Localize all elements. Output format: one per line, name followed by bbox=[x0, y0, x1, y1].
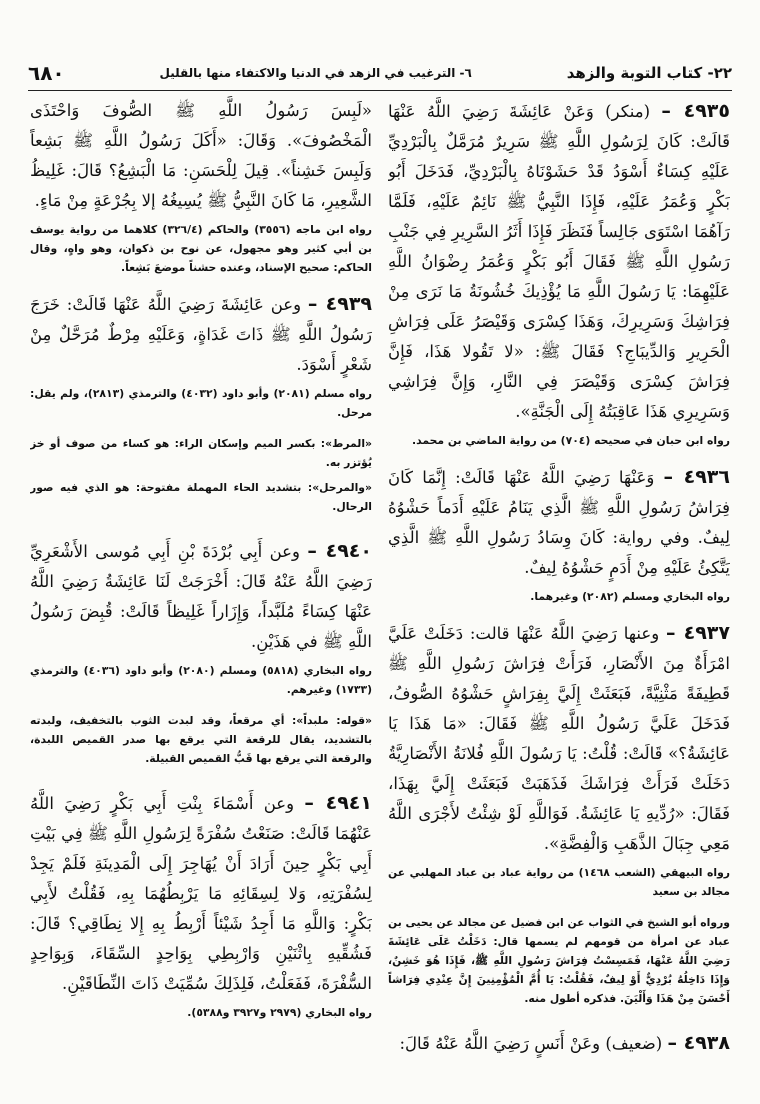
hadith-text: وعن عَائِشَةَ رَضِيَ اللَّهُ عَنْهَا قَالَتْ: خَرَجَ رَسُولُ اللَّهِ ﷺ ذَاتَ غَدَاةٍ، وَعَلَيْهِ مِرْطٌ مُرَحَّلٌ مِنْ شَعْرٍ أَسْوَدَ. bbox=[30, 295, 372, 374]
hadith-4939 bbox=[30, 289, 372, 380]
hadith-number: ٤٩٤٠ – bbox=[307, 540, 372, 562]
hadith-source: رواه البخاري ومسلم (٢٠٨٢) وغيرهما. bbox=[530, 590, 730, 603]
hadith-4935 bbox=[388, 96, 730, 427]
page-number: ٦٨٠ bbox=[28, 61, 65, 85]
hadith-4940 bbox=[30, 536, 372, 657]
hadith-number: ٤٩٣٦ – bbox=[663, 466, 730, 488]
hadith-4938-continued: «لَبِسَ رَسُولُ اللَّهِ ﷺ الصُّوفَ وَاحْتَذَى الْمَخْصُوفَ». وَقَالَ: «أَكَلَ رَسُولُ اللَّهِ ﷺ بَشِعاً وَلَبِسَ خَشِناً». قِيلَ لِلْحَسَنِ: مَا الْبَشِعُ؟ قَالَ: غَلِيظُ الشَّعِيرِ، مَا كَانَ النَّبِيُّ ﷺ يُسِيغُهُ إلا بِجُرْعَةٍ مِنْ مَاءٍ. bbox=[30, 101, 372, 210]
hadith-text: (ضعيف) وعَنْ أَنَسٍ رَضِيَ اللَّهُ عَنْهُ قَالَ: bbox=[399, 1034, 663, 1053]
book-title: ٢٢- كتاب التوبة والزهد bbox=[566, 64, 732, 82]
hadith-4937 bbox=[388, 618, 730, 859]
hadith-source: رواه البخاري (٥٨١٨) ومسلم (٢٠٨٠) وأبو داود (٤٠٣٦) والترمذي (١٧٣٣) وغيرهم. bbox=[30, 664, 372, 696]
hadith-number: ٤٩٣٩ – bbox=[307, 293, 372, 315]
hadith-4941 bbox=[30, 788, 372, 999]
hadith-note: «المرط»: بكسر الميم وإسكان الراء: هو كساء من صوف أو خز يُؤتزر به. bbox=[30, 437, 372, 469]
hadith-text: (منكر) وَعَنْ عَائِشَةَ رَضِيَ اللَّهُ عَنْهَا قَالَتْ: كَانَ لِرَسُولِ اللَّهِ ﷺ سَرِيرٌ مُرَمَّلٌ بِالْبَرْدِيِّ عَلَيْهِ كِسَاءٌ أَسْوَدُ قَدْ حَشَوْنَاهُ بِالْبَرْدِيِّ، فَدَخَلَ أَبُو بَكْرٍ وَعُمَرُ عَلَيْهِ، فَإِذَا النَّبِيُّ ﷺ نَائِمٌ عَلَيْهِ، فَلَمَّا رَآهُمَا اسْتَوَى جَالِساً فَنَظَرَ فَإِذَا أَثَرُ السَّرِيرِ فِي جَنْبِ رَسُولِ اللَّهِ ﷺ فَقَالَ أَبُو بَكْرٍ وَعُمَرُ رِضْوَانُ اللَّهِ عَلَيْهِمَا: يَا رَسُولَ اللَّهِ مَا يُؤْذِيكَ خُشُونَةُ مَا نَرَى مِنْ فِرَاشِكَ وَسَرِيرِكَ، وَهَذَا كِسْرَى وَقَيْصَرُ عَلَى فِرَاشِ الْحَرِيرِ وَالدِّيبَاجِ؟ فَقَالَ ﷺ: «لا تَقُولا هَذَا، فَإِنَّ فِرَاشَ كِسْرَى وَقَيْصَرَ فِي النَّارِ، وَإِنَّ فِرَاشِي وَسَرِيرِي هَذَا عَاقِبَتُهُ إِلَى الْجَنَّةِ». bbox=[388, 102, 730, 421]
hadith-number: ٤٩٣٨ – bbox=[667, 1032, 730, 1054]
hadith-note: «قوله: ملبداً»: أي مرقعاً، وقد لبدت الثوب بالتخفيف، ولبدته بالتشديد، يقال للرقعة التي يرقع بها صدر القميص اللبدة، والرقعة التي يرقع بها قَبُّ القميص القبيلة. bbox=[30, 714, 372, 765]
hadith-text: وَعَنْهَا رَضِيَ اللَّهُ عَنْهَا قَالَتْ: إِنَّمَا كَانَ فِرَاشُ رَسُولِ اللَّهِ ﷺ الَّذِي يَنَامُ عَلَيْهِ أَدَماً حَشْوُهُ لِيفٌ. وفي رواية: كَانَ وِسَادُ رَسُولِ اللَّهِ ﷺ الَّذِي يَتَّكِئُ عَلَيْهِ مِنْ أَدَمٍ حَشْوُهُ لِيفٌ. bbox=[388, 468, 730, 577]
hadith-source: رواه مسلم (٢٠٨١) وأبو داود (٤٠٣٢) والترمذي (٢٨١٣)، ولم يقل: مرحل. bbox=[30, 387, 372, 419]
hadith-note: «والمرحل»: بتشديد الحاء المهملة مفتوحة: هو الذي فيه صور الرحال. bbox=[30, 481, 372, 513]
chapter-title: ٦- الترغيب في الزهد في الدنيا والاكتفاء منها بالقليل bbox=[159, 66, 472, 80]
hadith-source: رواه ابن ماجه (٣٥٥٦) والحاكم (٣٢٦/٤) كلاهما من رواية يوسف بن أبي كثير وهو مجهول، عن نوح بن ذكوان، وهو واهٍ، وقال الحاكم: صحيح الإسناد، وعنده حشناً موضعَ بَشِعاً. bbox=[30, 223, 372, 274]
hadith-number: ٤٩٣٧ – bbox=[665, 622, 730, 644]
hadith-text: وعن أَسْمَاءَ بِنْتِ أَبِي بَكْرٍ رَضِيَ اللَّهُ عَنْهُمَا قَالَتْ: صَنَعْتُ سُفْرَةً لِرَسُولِ اللَّهِ ﷺ فِي بَيْتِ أَبِي بَكْرٍ حِينَ أَرَادَ أَنْ يُهَاجِرَ إِلَى الْمَدِينَةِ فَلَمْ يَجِدْ لِسُفْرَتِهِ، وَلا لِسِقَائِهِ مَا يَرْبِطُهُمَا بِهِ، فَقُلْتُ لأَبِي بَكْرٍ: وَاللَّهِ مَا أَجِدُ شَيْئاً أَرْبِطُ بِهِ إِلا نِطَاقِي؟ قَالَ: فَشُقِّيهِ بِاثْنَيْنِ وَارْبِطِي بِوَاحِدٍ السِّقَاءَ، وَبِوَاحِدٍ السُّفْرَةَ، فَفَعَلْتُ، فَلِذَلِكَ سُمِّيَتْ ذَاتَ النِّطَاقَيْنِ. bbox=[30, 794, 372, 993]
hadith-4938 bbox=[388, 1028, 730, 1059]
hadith-source: رواه ابن حبان في صحيحه (٧٠٤) من رواية الماضي بن محمد. bbox=[412, 434, 730, 447]
hadith-text: وعنها رَضِيَ اللَّهُ عَنْهَا قالت: دَخَلَتْ عَلَيَّ امْرَأَةٌ مِنَ الأَنْصَارِ، فَرَأَتْ فِرَاشَ رَسُولِ اللَّهِ ﷺ قَطِيفَةً مَثْنِيَّةً، فَبَعَثَتْ إِلَيَّ بِفِرَاشٍ حَشْوُهُ الصُّوفُ، فَدَخَلَ عَلَيَّ رَسُولُ اللَّهِ ﷺ فَقَالَ: «مَا هَذَا يَا عَائِشَةُ؟» قَالَتْ: قُلْتُ: يَا رَسُولَ اللَّهِ فُلانَةُ الأَنْصَارِيَّةُ دَخَلَتْ فَرَأَتْ فِرَاشَكَ فَذَهَبَتْ فَبَعَثَتْ إِلَيَّ بِهَذَا، فَقَالَ: «رُدِّيهِ يَا عَائِشَةُ. فَوَاللَّهِ لَوْ شِئْتُ لأَجْرَى اللَّهُ مَعِي جِبَالَ الذَّهَبِ وَالْفِضَّةِ». bbox=[388, 624, 730, 853]
hadith-text: وعن أَبِي بُرْدَةَ بْنِ أَبِي مُوسى الأَشْعَرِيِّ رَضِيَ اللَّهُ عَنْهُ قَالَ: أَخْرَجَتْ لَنَا عَائِشَةُ رَضِيَ اللَّهُ عَنْهَا كِسَاءً مُلَبَّداً، وَإِزَاراً غَلِيظاً قَالَتْ: قُبِضَ رَسُولُ اللَّهِ ﷺ في هَذَيْنِ. bbox=[30, 542, 372, 651]
hadith-source: رواه البخاري (٢٩٧٩ و٣٩٢٧ و٥٣٨٨). bbox=[187, 1006, 372, 1019]
hadith-4936 bbox=[388, 462, 730, 583]
left-column bbox=[30, 96, 372, 1084]
page-header bbox=[28, 60, 732, 91]
right-column bbox=[388, 96, 730, 1084]
hadith-number: ٤٩٤١ – bbox=[304, 792, 372, 814]
hadith-note: ورواه أبو الشيخ في الثواب عن ابن فضيل عن مجالد عن يحيى بن عباد عن امرأة من قومهم لم يسمها قال: دَخَلْتُ عَلَى عَائِشَةَ رَضِيَ اللَّهُ عَنْهَا، فَمَسِسْتُ فِرَاشَ رَسُولِ اللَّهِ ﷺ، فَإِذَا هُوَ خَشِنٌ، وَإِذَا دَاخِلُهُ بُرْدِيٌّ أَوْ لِيفٌ، فَقُلْتُ: يَا أُمَّ الْمُؤْمِنِينَ إِنَّ عِنْدِي فِرَاشاً أَحْسَنَ مِنْ هَذَا وَأَلْيَنَ. فذكره أطول منه. bbox=[388, 916, 730, 1005]
hadith-source: رواه البيهقي (الشعب ١٤٦٨) من رواية عباد بن عباد المهلبي عن مجالد بن سعيد bbox=[388, 866, 730, 898]
hadith-number: ٤٩٣٥ – bbox=[661, 100, 730, 122]
